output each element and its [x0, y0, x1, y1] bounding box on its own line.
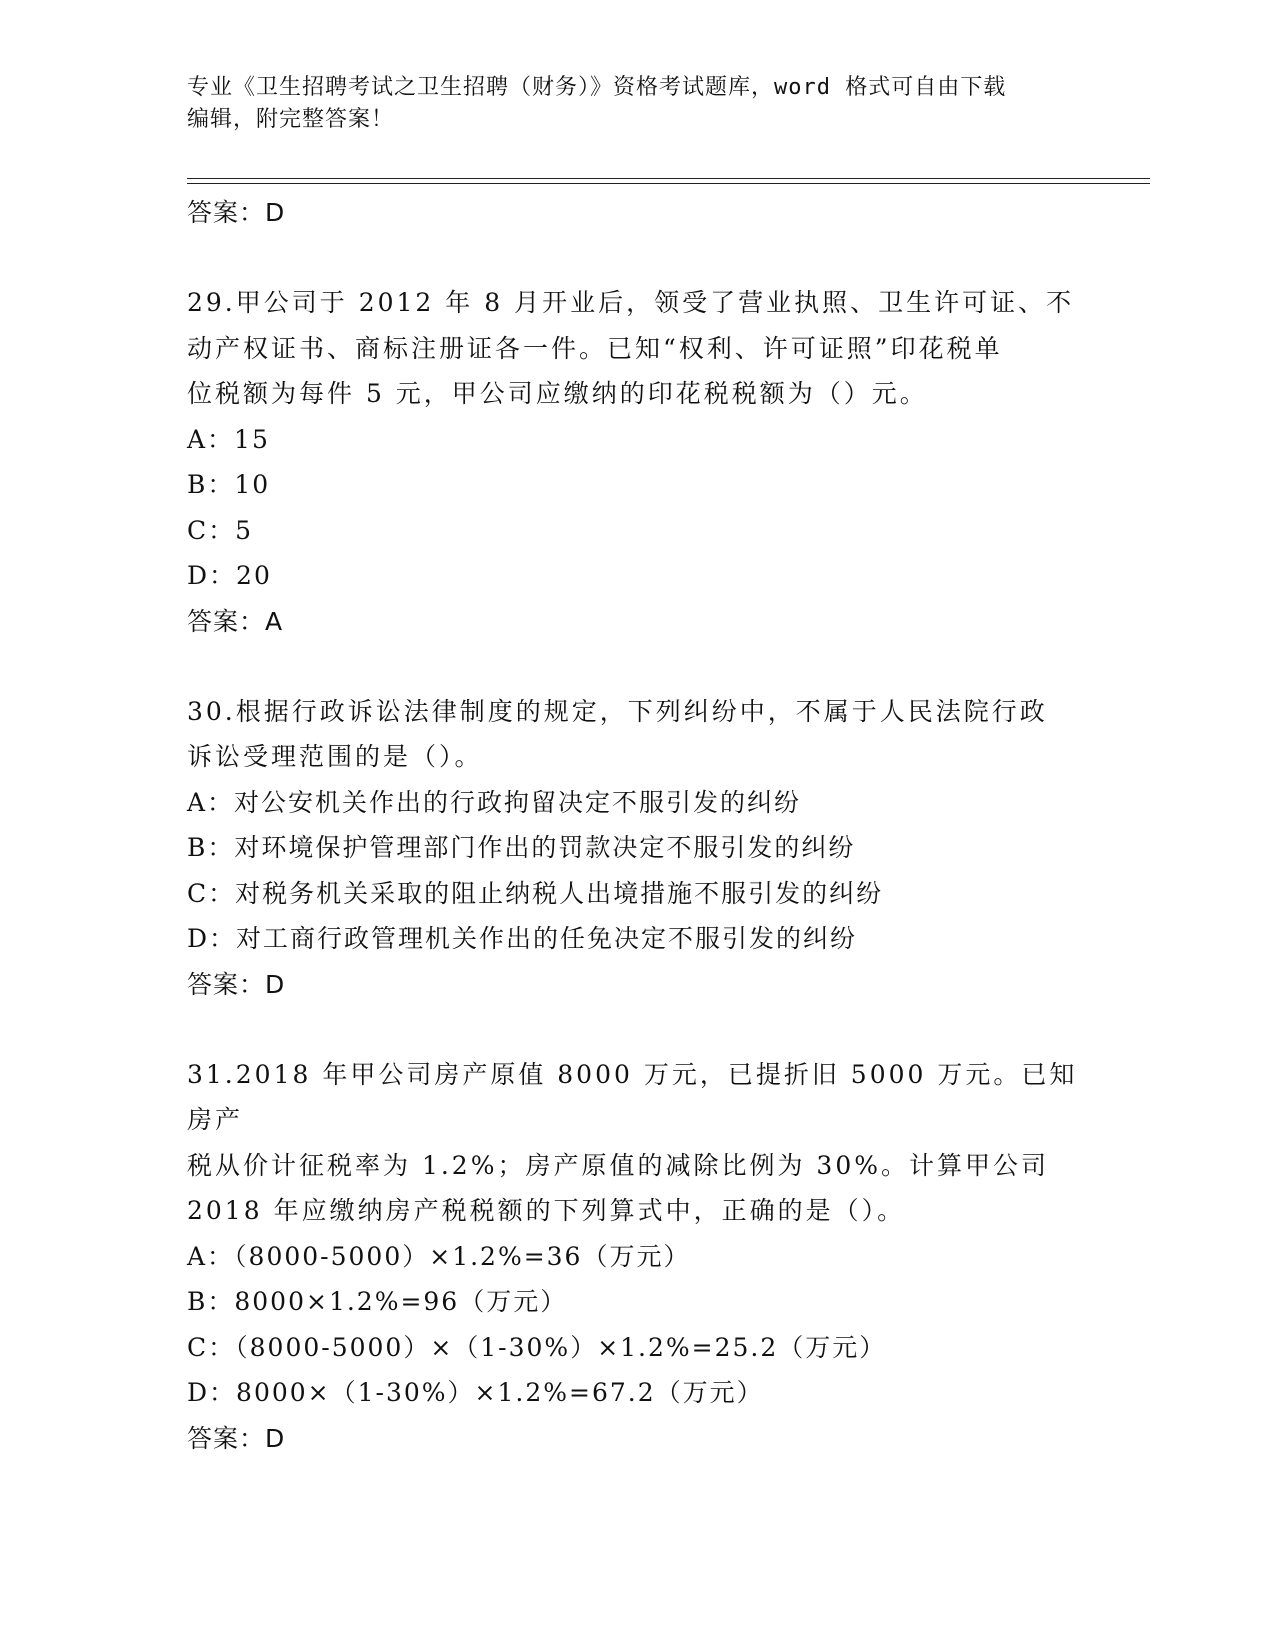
option-a: A：对公安机关作出的行政拘留决定不服引发的纠纷 — [187, 787, 802, 817]
question-text — [187, 689, 1087, 780]
question-line: 30.根据行政诉讼法律制度的规定，下列纠纷中，不属于人民法院行政 — [187, 696, 1048, 726]
question-line: 位税额为每件 5 元，甲公司应缴纳的印花税税额为（）元。 — [187, 379, 928, 408]
option-c: C：（8000-5000）×（1-30%）×1.2%=25.2（万元） — [187, 1332, 887, 1362]
answer: 答案：D — [187, 969, 286, 999]
question-line: 动产权证书、商标注册证各一件。已知“权利、许可证照”印花税单 — [187, 333, 1003, 363]
question-30 — [187, 689, 1087, 1007]
header-divider-bottom — [187, 183, 1150, 184]
option-d: D：20 — [187, 561, 272, 590]
previous-answer: 答案：D — [187, 198, 286, 227]
option-b: B：10 — [187, 470, 271, 499]
question-line: 2018 年应缴纳房产税税额的下列算式中，正确的是（）。 — [187, 1196, 906, 1225]
question-line: 31.2018 年甲公司房产原值 8000 万元，已提折旧 5000 万元。已知房产 — [187, 1059, 1078, 1134]
option-a: A：（8000-5000）×1.2%=36（万元） — [187, 1241, 691, 1271]
question-list — [187, 190, 1087, 1461]
option-c: C：5 — [187, 515, 254, 545]
question-line: 29.甲公司于 2012 年 8 月开业后，领受了营业执照、卫生许可证、不 — [187, 288, 1075, 317]
option-c: C：对税务机关采取的阻止纳税人出境措施不服引发的纠纷 — [187, 878, 884, 908]
header-divider-top — [187, 178, 1150, 179]
option-d: D：8000×（1-30%）×1.2%=67.2（万元） — [187, 1378, 764, 1407]
header-line-2: 编辑，附完整答案！ — [187, 107, 395, 132]
option-d: D：对工商行政管理机关作出的任免决定不服引发的纠纷 — [187, 924, 858, 953]
page-header — [187, 72, 1067, 136]
question-line: 税从价计征税率为 1.2%；房产原值的减除比例为 30%。计算甲公司 — [187, 1150, 1049, 1180]
answer: 答案：A — [187, 606, 284, 636]
header-line-1: 专业《卫生招聘考试之卫生招聘（财务）》资格考试题库，word 格式可自由下载 — [187, 75, 1007, 100]
question-text — [187, 1052, 1087, 1234]
question-29 — [187, 280, 1087, 644]
option-b: B：8000×1.2%=96（万元） — [187, 1287, 568, 1316]
option-b: B：对环境保护管理部门作出的罚款决定不服引发的纠纷 — [187, 833, 856, 862]
question-31 — [187, 1052, 1087, 1461]
option-a: A：15 — [187, 424, 270, 454]
answer: 答案：D — [187, 1423, 286, 1453]
question-text — [187, 280, 1087, 417]
question-line: 诉讼受理范围的是（）。 — [187, 742, 483, 771]
